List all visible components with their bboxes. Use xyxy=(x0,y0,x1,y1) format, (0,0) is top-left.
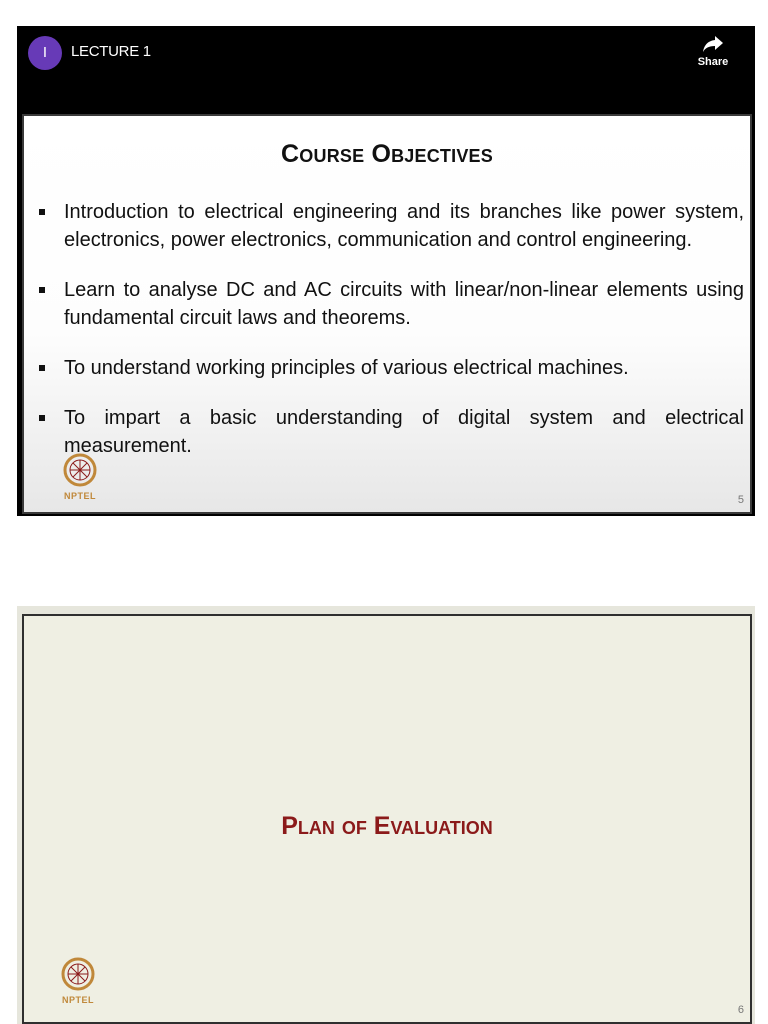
slide-title: Plan of Evaluation xyxy=(281,812,493,840)
nptel-label: NPTEL xyxy=(63,491,96,501)
nptel-emblem-icon xyxy=(60,452,100,488)
nptel-logo xyxy=(60,452,100,501)
slide-course-objectives xyxy=(22,114,752,514)
video-player[interactable] xyxy=(17,26,755,516)
player-header xyxy=(17,26,755,108)
list-item: To impart a basic understanding of digital system and electrical measurement. xyxy=(34,404,744,460)
list-item: To understand working principles of various electrical machines. xyxy=(34,354,744,382)
list-item: Learn to analyse DC and AC circuits with linear/non-linear elements using fundamental circuit laws and theorems. xyxy=(34,276,744,332)
share-label: Share xyxy=(697,56,729,68)
nptel-logo xyxy=(58,956,98,1005)
share-icon xyxy=(703,36,723,52)
nptel-emblem-icon xyxy=(58,956,98,992)
slide-number: 6 xyxy=(737,1004,744,1016)
video-player-2[interactable] xyxy=(17,606,755,1024)
nptel-label: NPTEL xyxy=(61,995,94,1005)
video-title[interactable]: LECTURE 1 xyxy=(71,43,151,60)
share-button[interactable] xyxy=(693,36,733,68)
slide-title: Course Objectives xyxy=(281,140,493,168)
slide-number: 5 xyxy=(737,494,744,506)
list-item: Introduction to electrical engineering and its branches like power system, electronics, power electronics, communication and control engineering. xyxy=(34,198,744,254)
objectives-list xyxy=(34,198,744,482)
channel-avatar[interactable]: I xyxy=(28,36,62,70)
slide-plan-of-evaluation xyxy=(22,614,752,1024)
